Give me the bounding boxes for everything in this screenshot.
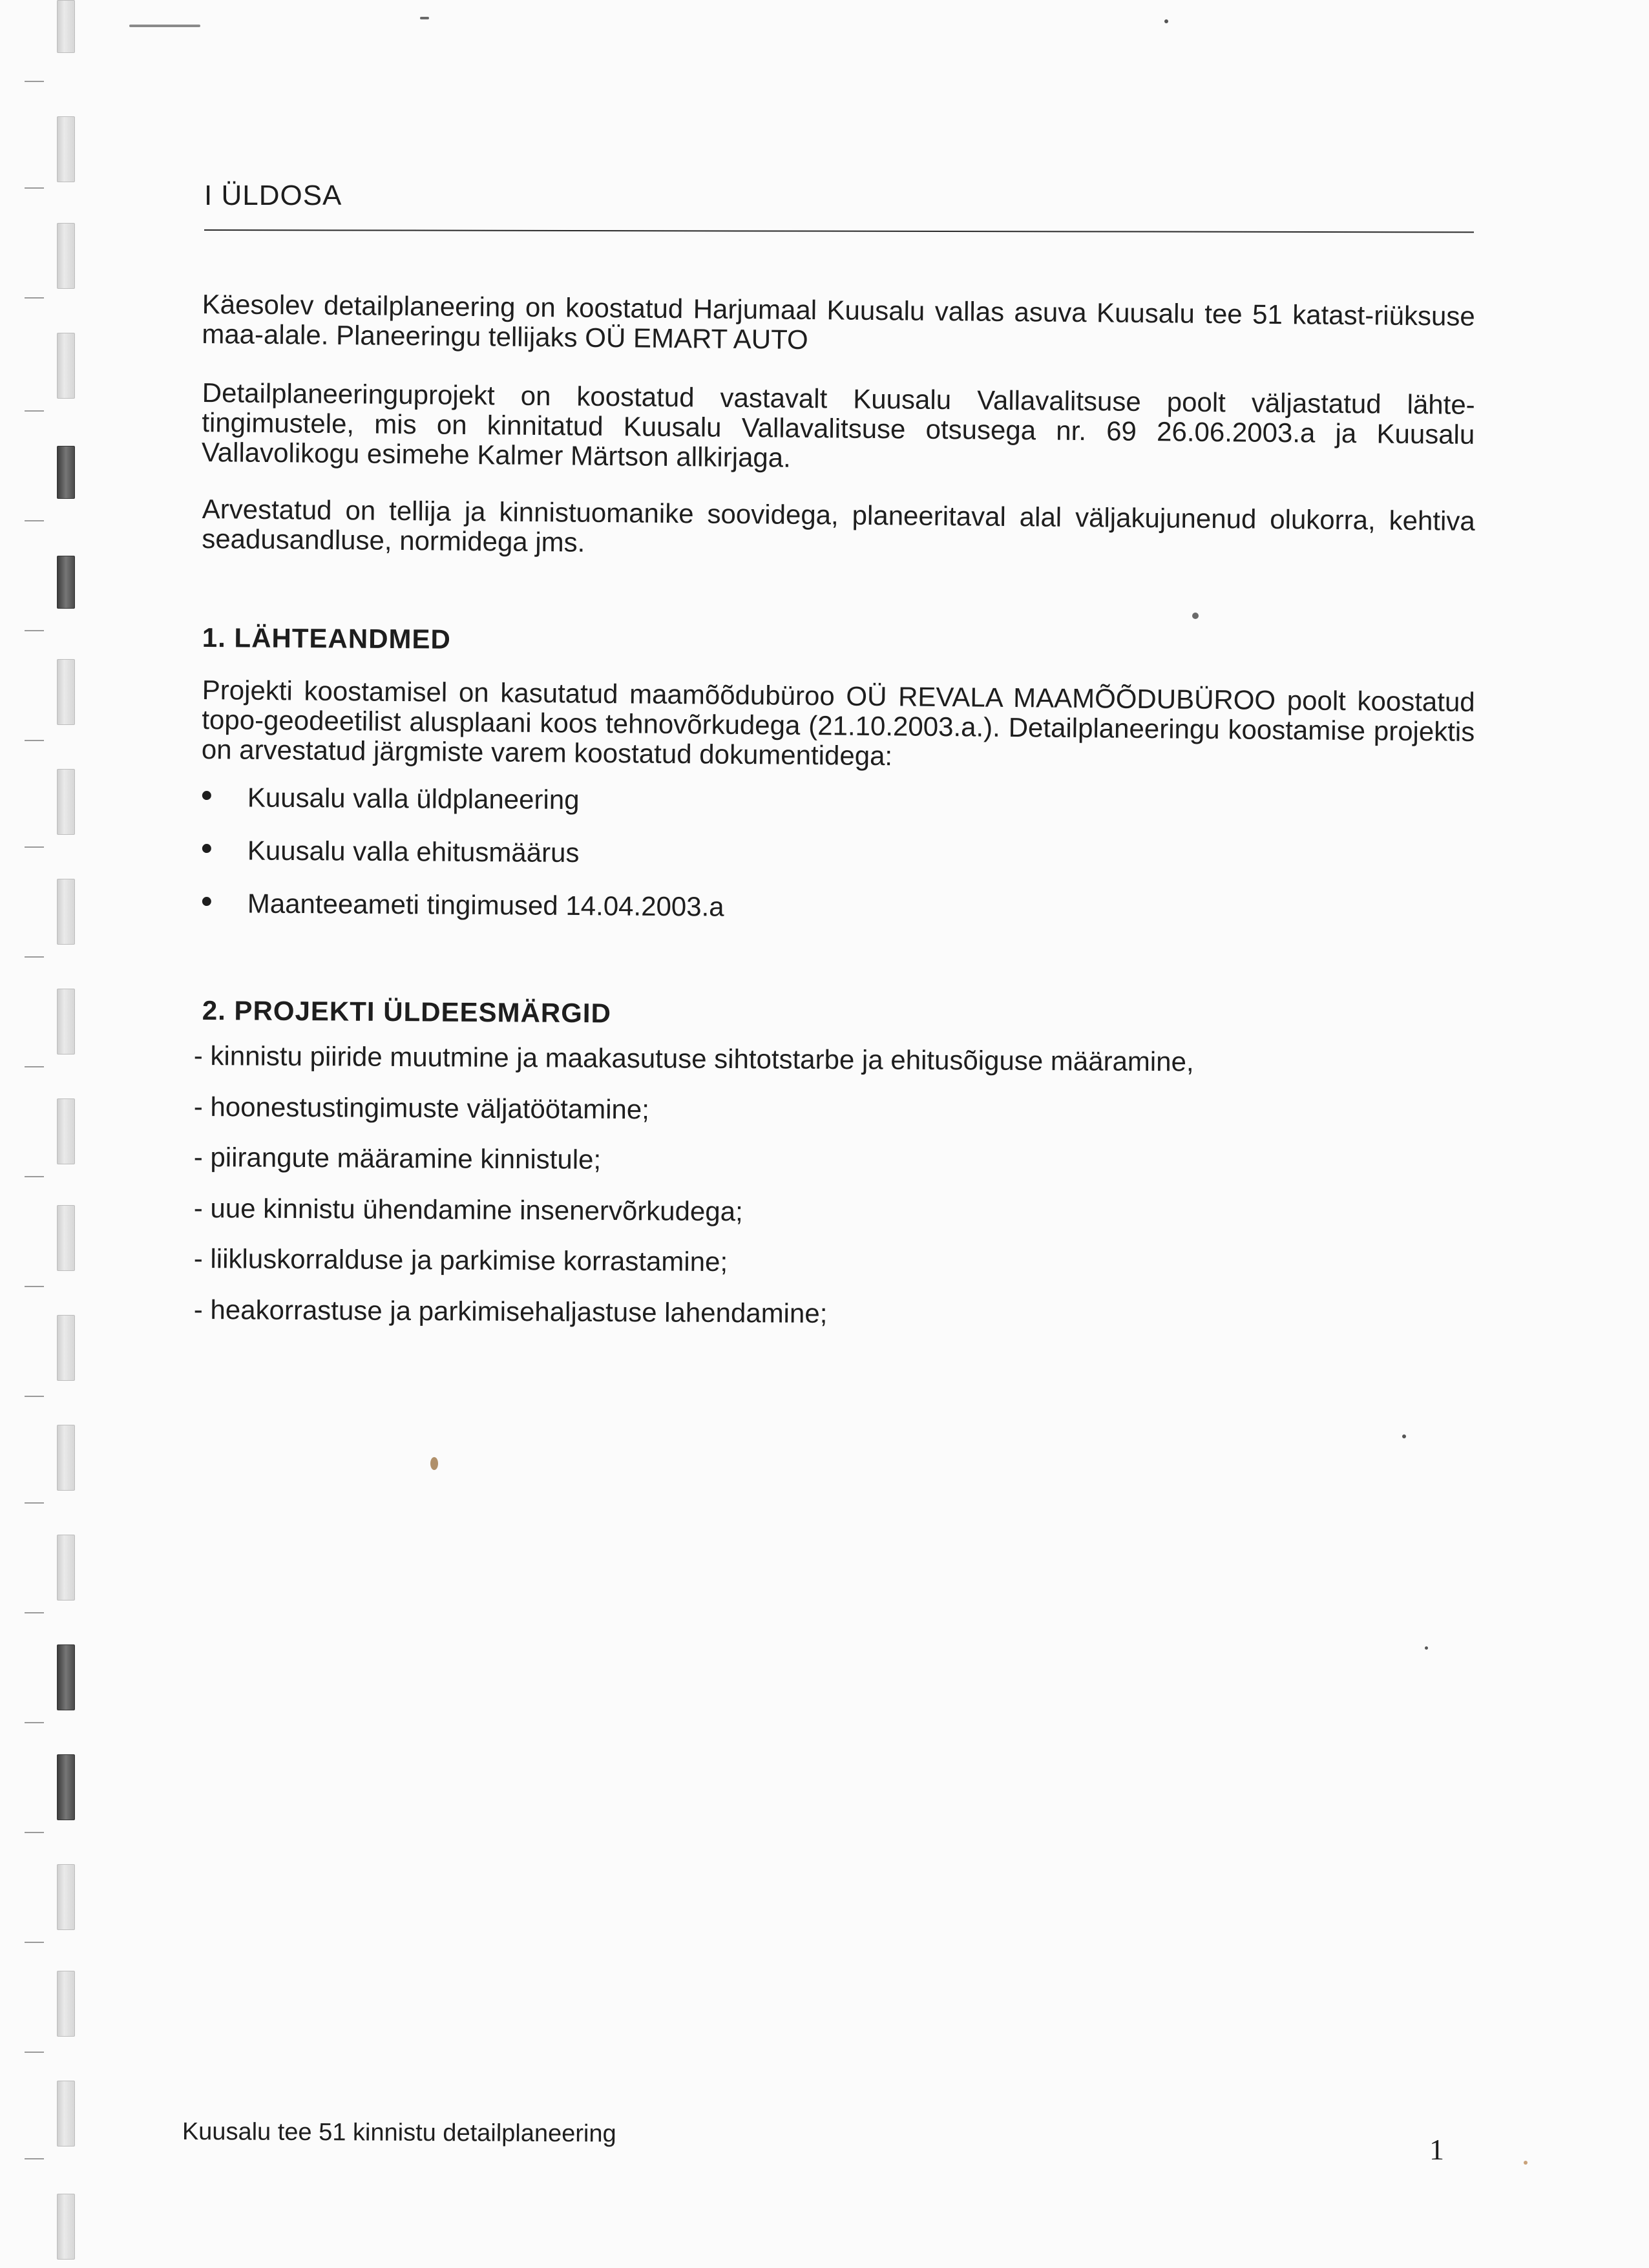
intro-paragraph-3: Arvestatud on tellija ja kinnistuomanike soovidega, planeeritaval alal väljakujunenud olukorra, kehtiva seadusandluse, normidega jms.	[202, 494, 1475, 558]
binding-hole	[57, 1425, 75, 1491]
binding-mark	[25, 2052, 44, 2053]
page-number: 1	[1429, 2133, 1444, 2166]
binding-mark	[25, 2158, 44, 2159]
binding-hole	[57, 556, 75, 609]
scan-speck	[1524, 2161, 1528, 2165]
section-heading: I ÜLDOSA	[204, 180, 342, 211]
binding-hole	[57, 223, 75, 289]
list-item: - uue kinnistu ühendamine insenervõrkudega;	[193, 1192, 743, 1226]
binding-mark	[25, 846, 44, 848]
binding-hole	[57, 1754, 75, 1820]
binding-mark	[25, 1396, 44, 1397]
binding-hole	[57, 0, 75, 53]
scan-speck	[1425, 1646, 1428, 1650]
footer-title: Kuusalu tee 51 kinnistu detailplaneering	[182, 2118, 616, 2148]
binding-hole	[57, 659, 75, 725]
binding-hole	[57, 1205, 75, 1271]
list-item: - piirangute määramine kinnistule;	[193, 1142, 602, 1175]
binding-mark	[25, 81, 44, 82]
binding-mark	[25, 740, 44, 741]
binding-mark	[25, 956, 44, 958]
bullet-icon	[202, 897, 211, 906]
scan-speck	[1164, 19, 1168, 23]
heading-rule	[204, 229, 1474, 233]
intro-paragraph-2: Detailplaneeringuprojekt on koostatud vastavalt Kuusalu Vallavalitsuse poolt väljastatud lähte-tingimustele, mis on kinnitatud Kuusalu Vallavalitsuse otsusega nr. 69 26.06.2003.a ja Kuusalu Vallavolikogu esimehe Kalmer Märtson allkirjaga.	[201, 377, 1475, 473]
binding-hole	[57, 116, 75, 182]
binding-hole	[57, 1315, 75, 1381]
section-2-title: 2. PROJEKTI ÜLDEESMÄRGID	[202, 995, 612, 1029]
scan-speck	[420, 17, 429, 19]
binding-hole	[57, 1098, 75, 1164]
reference-documents-list	[202, 782, 1236, 941]
binding-mark	[25, 1066, 44, 1067]
project-goals-list	[194, 1040, 1422, 1345]
list-item: - kinnistu piiride muutmine ja maakasutuse sihtotstarbe ja ehitusõiguse määramine,	[193, 1040, 1194, 1077]
binding-hole	[57, 1864, 75, 1930]
scan-speck	[1192, 613, 1199, 619]
list-item: Kuusalu valla üldplaneering	[202, 782, 1236, 842]
binding-hole	[57, 1644, 75, 1710]
list-item: - heakorrastuse ja parkimisehaljastuse lahendamine;	[193, 1294, 828, 1328]
bullet-icon	[202, 844, 211, 853]
list-item: Maanteeameti tingimused 14.04.2003.a	[202, 888, 1236, 948]
list-item: - hoonestustingimuste väljatöötamine;	[193, 1091, 650, 1124]
binding-hole	[57, 446, 75, 499]
binding-mark	[25, 1502, 44, 1504]
list-item: Kuusalu valla ehitusmäärus	[202, 835, 1236, 895]
binding-mark	[25, 1286, 44, 1287]
scan-speck	[1402, 1434, 1406, 1438]
binding-hole	[57, 1535, 75, 1601]
binding-hole	[57, 333, 75, 399]
binding-mark	[25, 1832, 44, 1833]
section-1-title: 1. LÄHTEANDMED	[202, 622, 452, 655]
binding-hole	[57, 879, 75, 945]
binding-hole	[57, 2081, 75, 2147]
binding-holes	[0, 0, 103, 2268]
binding-mark	[25, 630, 44, 631]
binding-mark	[25, 410, 44, 412]
binding-hole	[57, 769, 75, 835]
binding-mark	[25, 187, 44, 189]
binding-mark	[25, 1176, 44, 1177]
binding-hole	[57, 989, 75, 1055]
binding-mark	[25, 297, 44, 299]
binding-mark	[25, 1612, 44, 1613]
binding-mark	[25, 1722, 44, 1723]
section-1-paragraph: Projekti koostamisel on kasutatud maamõõdubüroo OÜ REVALA MAAMÕÕDUBÜROO poolt koostatud topo-geodeetilist alusplaani koos tehnovõrkudega (21.10.2003.a.). Detailplaneeringu koostamise projektis on arvestatud järgmiste varem koostatud dokumentidega:	[201, 675, 1475, 772]
binding-mark	[25, 520, 44, 521]
intro-paragraph-1: Käesolev detailplaneering on koostatud Harjumaal Kuusalu vallas asuva Kuusalu tee 51 katast-riüksuse maa-alale. Planeeringu tellijaks OÜ EMART AUTO	[202, 289, 1475, 355]
binding-hole	[57, 1971, 75, 2037]
scan-speck	[430, 1457, 438, 1470]
list-item: - liikluskorralduse ja parkimise korrastamine;	[193, 1243, 728, 1277]
binding-hole	[57, 2194, 75, 2260]
binding-mark	[25, 1942, 44, 1943]
scan-speck	[129, 25, 200, 27]
bullet-icon	[202, 791, 211, 800]
